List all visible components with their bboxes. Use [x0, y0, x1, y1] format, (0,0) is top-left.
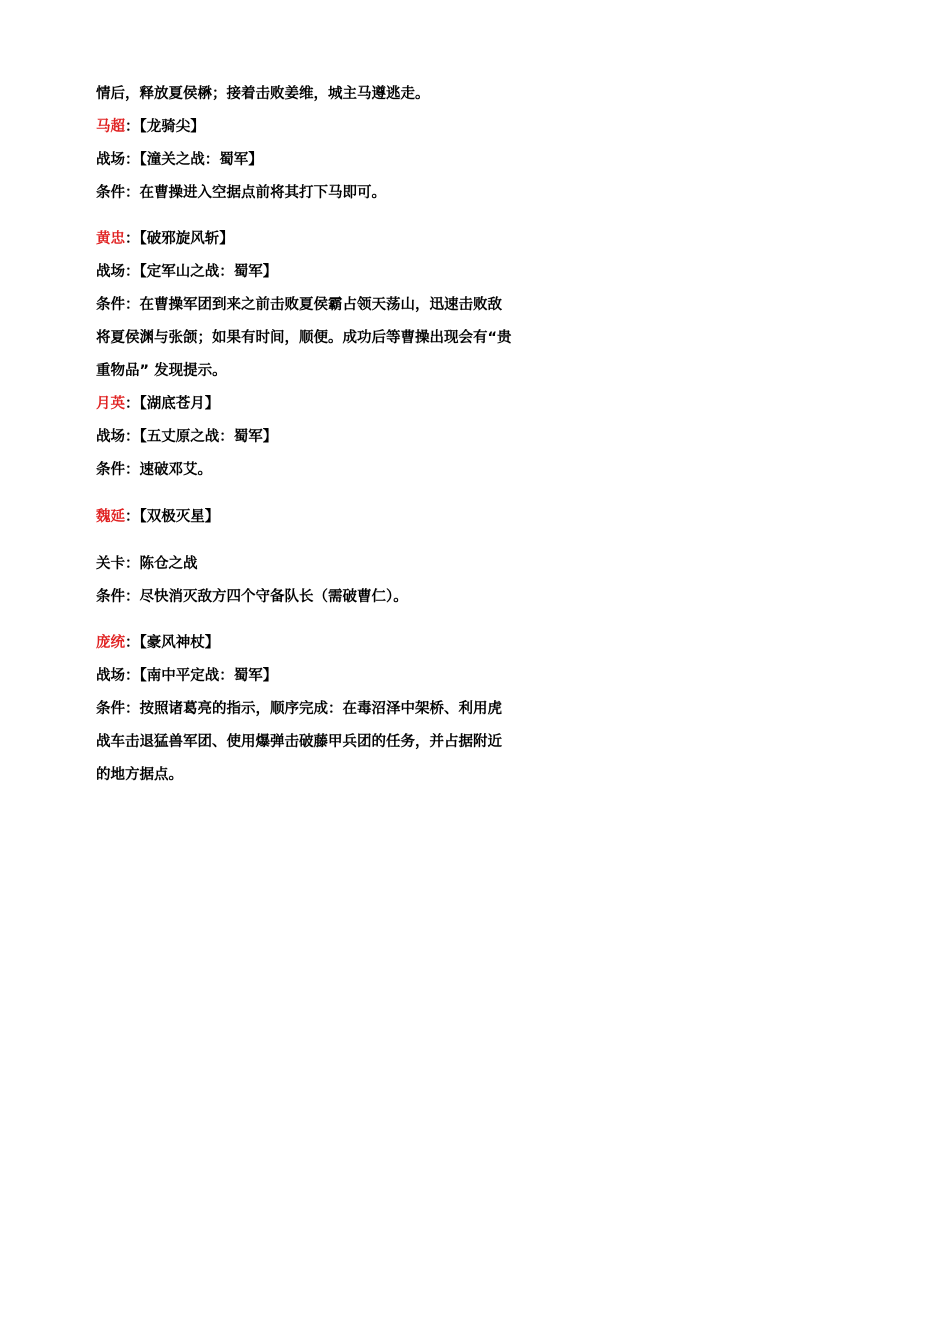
battlefield-line: 战场：【定军山之战：蜀军】 — [96, 264, 278, 280]
condition-line: 条件：按照诸葛亮的指示，顺序完成：在毒沼泽中架桥、利用虎 — [96, 701, 502, 717]
weapon-name: 【破邪旋风斩】 — [139, 231, 234, 247]
entry-heading — [96, 394, 219, 414]
entry-heading — [96, 507, 219, 527]
condition-line: 将夏侯渊与张颌；如果有时间，顺便。成功后等曹操出现会有“贵 — [96, 330, 512, 346]
separator: ： — [125, 396, 140, 412]
condition-line: 条件：速破邓艾。 — [96, 462, 212, 478]
character-name: 庞统 — [96, 635, 125, 651]
character-name: 魏延 — [96, 509, 125, 525]
stage-line: 关卡：陈仓之战 — [96, 556, 198, 572]
weapon-name: 【湖底苍月】 — [139, 396, 220, 412]
intro-text: 情后，释放夏侯楙；接着击败姜维，城主马遵逃走。 — [96, 86, 430, 102]
character-name: 黄忠 — [96, 231, 125, 247]
condition-line: 的地方据点。 — [96, 767, 183, 783]
character-name: 月英 — [96, 396, 125, 412]
condition-line: 条件：尽快消灭敌方四个守备队长（需破曹仁）。 — [96, 589, 408, 605]
entry-heading — [96, 633, 219, 653]
separator: ： — [125, 119, 140, 135]
separator: ： — [125, 509, 140, 525]
separator: ： — [125, 231, 140, 247]
battlefield-line: 战场：【潼关之战：蜀军】 — [96, 152, 263, 168]
entry-heading — [96, 229, 234, 249]
condition-line: 条件：在曹操军团到来之前击败夏侯霸占领天荡山，迅速击败敌 — [96, 297, 502, 313]
separator: ： — [125, 635, 140, 651]
condition-line: 条件：在曹操进入空据点前将其打下马即可。 — [96, 185, 386, 201]
battlefield-line: 战场：【南中平定战：蜀军】 — [96, 668, 278, 684]
weapon-name: 【豪风神杖】 — [139, 635, 220, 651]
weapon-name: 【龙骑尖】 — [139, 119, 205, 135]
weapon-name: 【双极灭星】 — [139, 509, 220, 525]
condition-line: 重物品” 发现提示。 — [96, 363, 227, 379]
battlefield-line: 战场：【五丈原之战：蜀军】 — [96, 429, 278, 445]
entry-heading — [96, 117, 205, 137]
character-name: 马超 — [96, 119, 125, 135]
condition-line: 战车击退猛兽军团、使用爆弹击破藤甲兵团的任务，并占据附近 — [96, 734, 502, 750]
